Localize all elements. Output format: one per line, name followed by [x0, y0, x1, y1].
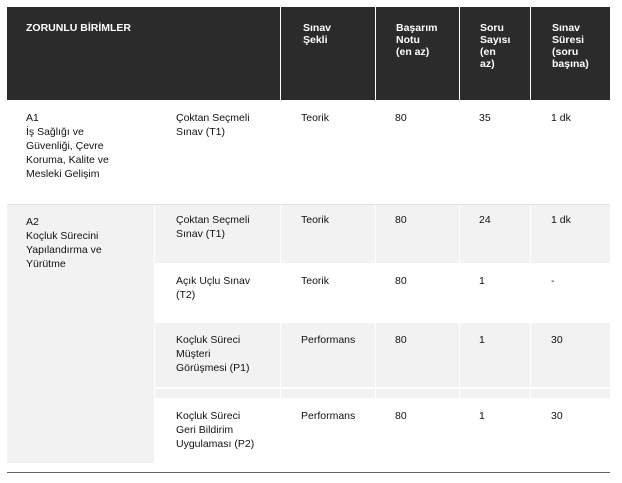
question-count: 1 [479, 410, 485, 422]
table-header [7, 7, 610, 100]
pass-score: 80 [395, 410, 407, 422]
column-divider [459, 205, 460, 463]
question-count: 24 [479, 214, 491, 226]
header-exam-form: Sınav Şekli [280, 7, 375, 100]
column-divider [280, 205, 281, 463]
exam-form: Teorik [301, 214, 330, 226]
exam-duration: 1 dk [551, 214, 571, 226]
exam-form: Performans [301, 334, 356, 346]
pass-score: 80 [395, 275, 407, 287]
exam-duration: 30 [551, 334, 563, 346]
question-count: 35 [479, 112, 491, 124]
exam-form: Performans [301, 410, 356, 422]
exam-duration: 30 [551, 410, 563, 422]
exam-duration: 1 dk [551, 112, 571, 124]
table-row [154, 263, 610, 323]
pass-score: 80 [395, 214, 407, 226]
exam-form: Teorik [301, 275, 330, 287]
exam-form: Teorik [301, 112, 330, 124]
exam-duration: - [551, 275, 555, 287]
table-row [154, 398, 610, 463]
exam-table [7, 7, 610, 473]
header-pass-score: Başarım Notu (en az) [375, 7, 459, 100]
pass-score: 80 [395, 334, 407, 346]
header-exam-duration: Sınav Süresi (soru başına) [530, 7, 610, 100]
table-row [154, 323, 610, 387]
exam-type: Çoktan Seçmeli Sınav (T1) [176, 214, 250, 240]
exam-type: Koçluk Süreci Geri Bildirim Uygulaması (P2) [176, 410, 255, 450]
table-row [7, 100, 610, 205]
exam-type: Koçluk Süreci Müşteri Görüşmesi (P1) [176, 334, 250, 374]
exam-type: Açık Uçlu Sınav (T2) [176, 275, 251, 301]
row-spacer [154, 387, 610, 398]
question-count: 1 [479, 334, 485, 346]
column-divider [154, 205, 155, 463]
column-divider [375, 205, 376, 463]
exam-type: Çoktan Seçmeli Sınav (T1) [176, 112, 250, 138]
unit-name: A1 İş Sağlığı ve Güvenliği, Çevre Koruma, Kalite ve Mesleki Gelişim [26, 112, 109, 180]
row-divider [7, 204, 610, 205]
table-row [154, 205, 610, 263]
question-count: 1 [479, 275, 485, 287]
header-question-count: Soru Sayısı (en az) [459, 7, 530, 100]
column-divider [530, 205, 531, 463]
unit-name: A2 Koçluk Sürecini Yapılandırma ve Yürütme [26, 216, 102, 270]
header-units: ZORUNLU BİRİMLER [26, 22, 131, 34]
pass-score: 80 [395, 112, 407, 124]
